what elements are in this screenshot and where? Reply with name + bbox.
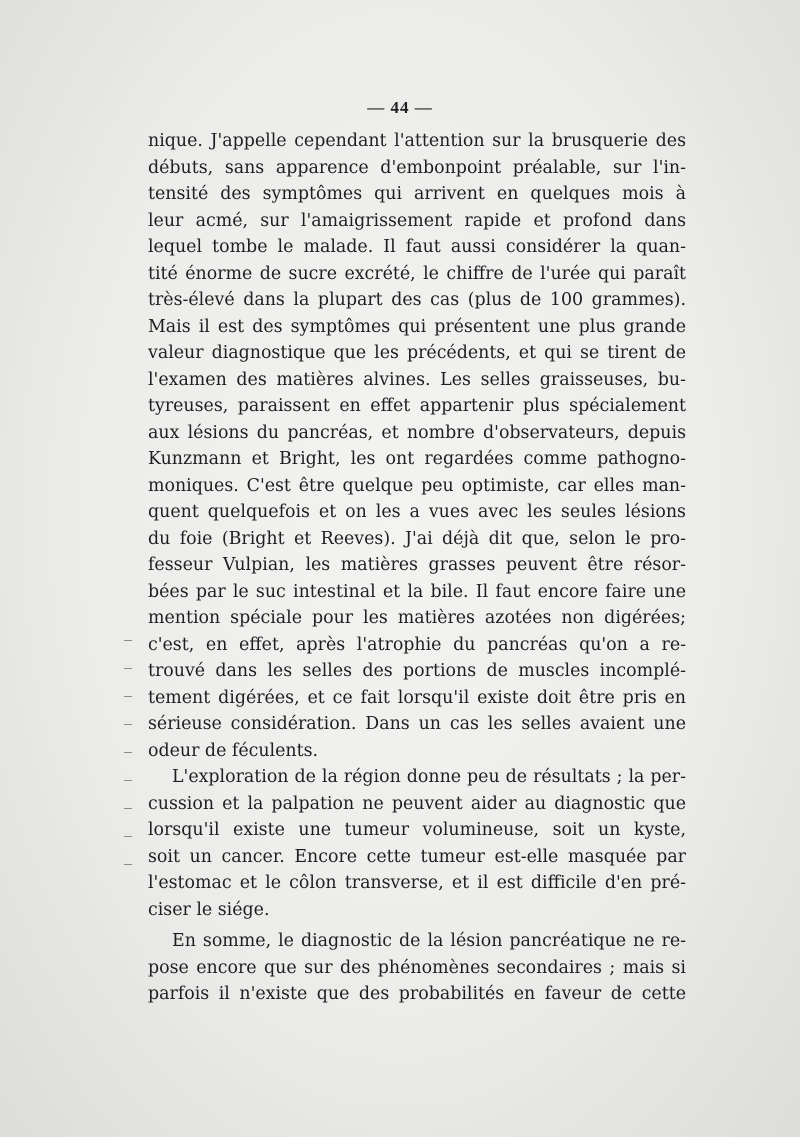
text-line: aux lésions du pancréas, et nombre d'observateurs, depuis: [148, 422, 686, 443]
margin-mark: [124, 808, 132, 809]
text-line: Mais il est des symptômes qui présentent une plus grande: [148, 316, 686, 337]
margin-mark: [124, 668, 132, 669]
text-line: tement digérées, et ce fait lorsqu'il existe doit être pris en: [148, 687, 686, 708]
text-line: l'estomac et le côlon transverse, et il est difficile d'en pré-: [148, 873, 686, 893]
text-line: valeur diagnostique que les précédents, et qui se tirent de: [148, 343, 686, 363]
margin-marks: [124, 640, 144, 892]
text-line: L'exploration de la région donne peu de résultats ; la per-: [172, 767, 686, 787]
text-line: quent quelquefois et on les a vues avec les seules lésions: [148, 502, 686, 522]
text-line: débuts, sans apparence d'embonpoint préalable, sur l'in-: [148, 157, 686, 178]
text-line: fesseur Vulpian, les matières grasses peuvent être résor-: [148, 555, 686, 575]
margin-mark: [124, 696, 132, 697]
text-line: tensité des symptômes qui arrivent en quelques mois à: [148, 184, 686, 204]
text-line: En somme, le diagnostic de la lésion pancréatique ne re-: [172, 931, 686, 951]
text-line: bées par le suc intestinal et la bile. Il faut encore faire une: [148, 581, 686, 602]
text-line: odeur de féculents.: [148, 740, 319, 761]
body-text: [148, 128, 686, 1008]
text-line: l'examen des matières alvines. Les selles graisseuses, bu-: [148, 369, 686, 390]
margin-mark: [124, 836, 132, 837]
text-line: soit un cancer. Encore cette tumeur est-elle masquée par: [148, 846, 686, 867]
text-line: lequel tombe le malade. Il faut aussi considérer la quan-: [148, 237, 686, 257]
text-line: Kunzmann et Bright, les ont regardées comme pathogno-: [148, 449, 686, 469]
text-line: moniques. C'est être quelque peu optimiste, car elles man-: [148, 475, 686, 496]
text-line: pose encore que sur des phénomènes secondaires ; mais si: [148, 957, 686, 978]
margin-mark: [124, 724, 132, 725]
text-line: du foie (Bright et Reeves). J'ai déjà dit que, selon le pro-: [148, 528, 686, 549]
page-number: — 44 —: [367, 98, 433, 117]
text-line: leur acmé, sur l'amaigrissement rapide et profond dans: [148, 210, 686, 231]
text-line: mention spéciale pour les matières azotées non digérées;: [148, 608, 686, 628]
text-line: très-élevé dans la plupart des cas (plus de 100 grammes).: [148, 290, 686, 310]
text-line: lorsqu'il existe une tumeur volumineuse, soit un kyste,: [148, 820, 686, 840]
text-line: trouvé dans les selles des portions de muscles incomplé-: [148, 661, 686, 681]
text-line: tité énorme de sucre excrété, le chiffre de l'urée qui paraît: [148, 263, 686, 284]
margin-mark: [124, 780, 132, 781]
text-line: c'est, en effet, après l'atrophie du pancréas qu'on a re-: [148, 634, 686, 655]
margin-mark: [124, 640, 132, 641]
text-line: parfois il n'existe que des probabilités en faveur de cette: [148, 984, 686, 1004]
text-line: nique. J'appelle cependant l'attention sur la brusquerie des: [148, 131, 686, 151]
text-line: ciser le siége.: [148, 899, 270, 920]
margin-mark: [124, 752, 132, 753]
text-line: tyreuses, paraissent en effet appartenir plus spécialement: [148, 396, 686, 416]
text-line: sérieuse considération. Dans un cas les selles avaient une: [148, 714, 686, 734]
margin-mark: [124, 864, 132, 865]
text-line: cussion et la palpation ne peuvent aider au diagnostic que: [148, 793, 686, 814]
